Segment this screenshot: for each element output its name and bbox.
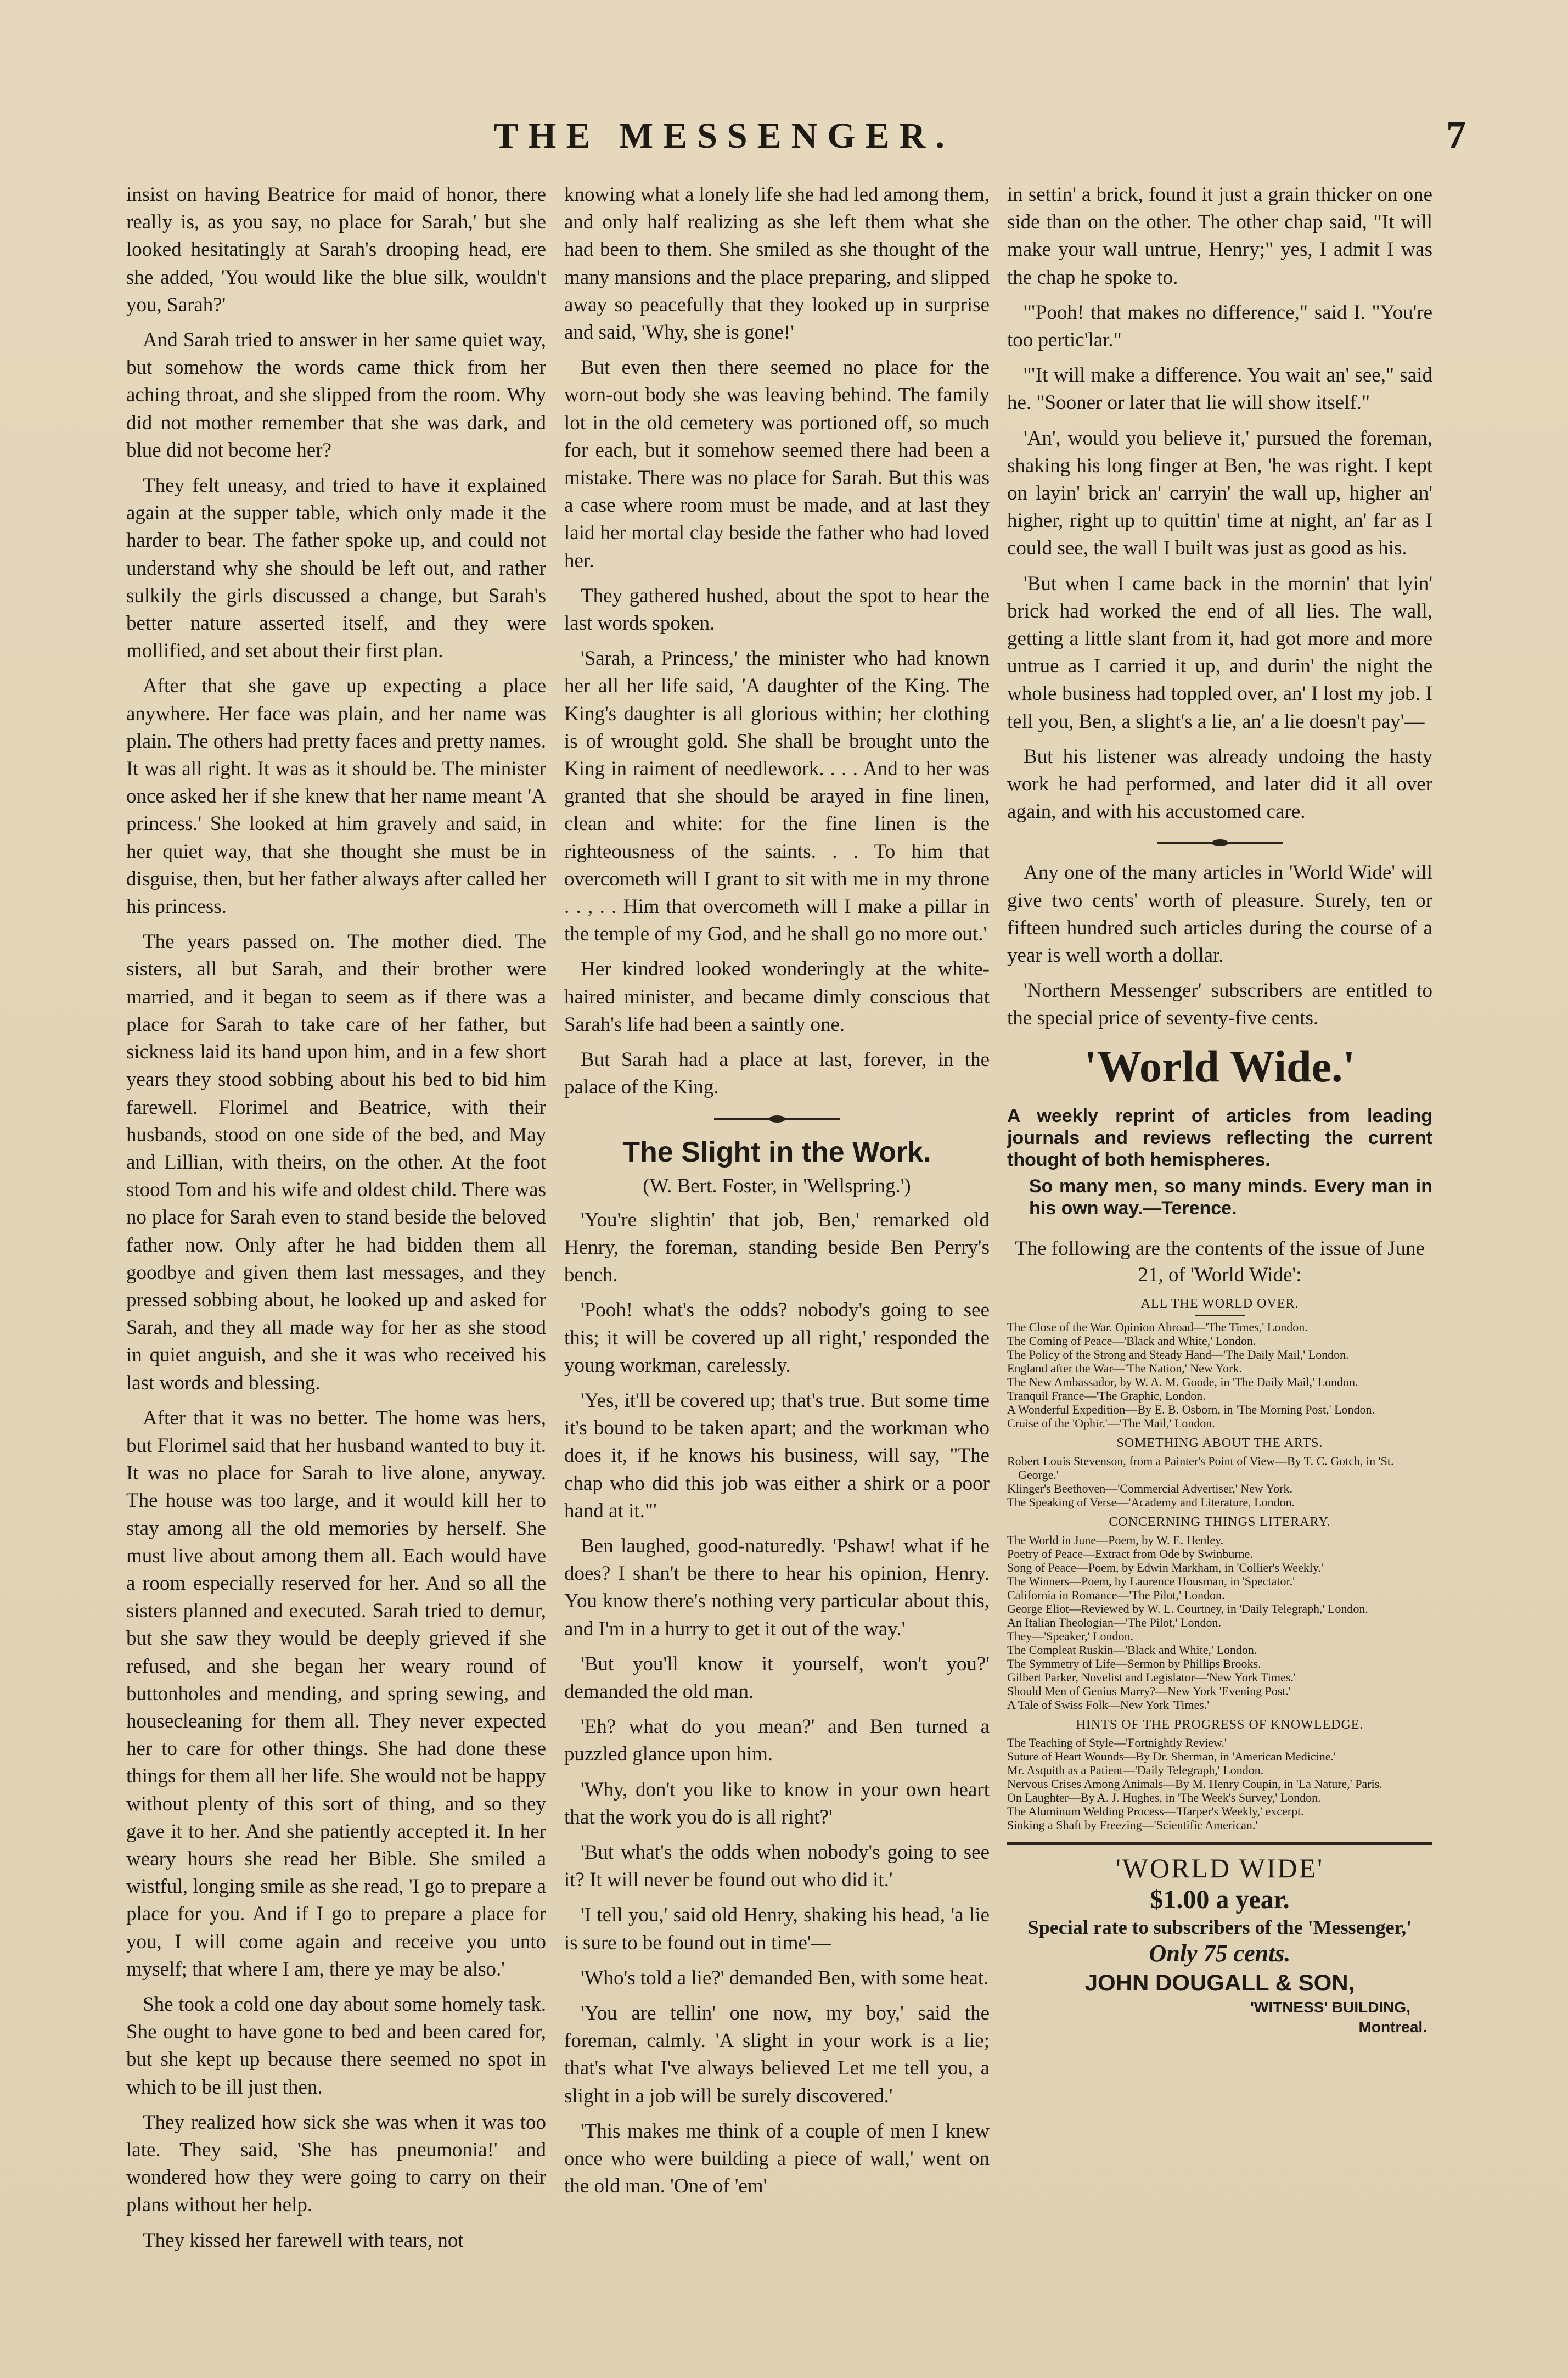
list-item: California in Romance—'The Pilot,' London.	[1007, 1588, 1225, 1602]
contents-section	[1007, 1296, 1432, 1430]
list-item: Gilbert Parker, Novelist and Legislator—'New York Times.'	[1007, 1670, 1296, 1684]
list-item: The Aluminum Welding Process—'Harper's Weekly,' excerpt.	[1007, 1804, 1304, 1818]
paragraph: Ben laughed, good-naturedly. 'Pshaw! what if he does? I shan't be there to hear his opinion, Henry. You know there's nothing very particular about this, and I'm in a hurry to get it out of the way.'	[564, 1534, 990, 1640]
paragraph: 'Eh? what do you mean?' and Ben turned a puzzled glance upon him.	[564, 1715, 990, 1766]
page-number: 7	[1446, 113, 1466, 157]
list-item: The Policy of the Strong and Steady Hand—'The Daily Mail,' London.	[1007, 1347, 1349, 1361]
story-byline: (W. Bert. Foster, in 'Wellspring.')	[643, 1174, 911, 1197]
paragraph: Her kindred looked wonderingly at the white-haired minister, and became dimly conscious that Sarah's life had been a saintly one.	[564, 958, 990, 1036]
contents-list	[1007, 1454, 1432, 1509]
paragraph: 'Why, don't you like to know in your own heart that the work you do is all right?'	[564, 1778, 990, 1829]
list-item: The New Ambassador, by W. A. M. Goode, in 'The Daily Mail,' London.	[1007, 1375, 1358, 1389]
list-item: Cruise of the 'Ophir.'—'The Mail,' London.	[1007, 1416, 1215, 1430]
list-item: Suture of Heart Wounds—By Dr. Sherman, in 'American Medicine.'	[1007, 1749, 1336, 1763]
column-1	[126, 181, 546, 2262]
list-item: Should Men of Genius Marry?—New York 'Evening Post.'	[1007, 1684, 1291, 1698]
list-item: The Coming of Peace—'Black and White,' London.	[1007, 1333, 1256, 1348]
paragraph: They kissed her farewell with tears, not	[143, 2229, 464, 2252]
list-item: Klinger's Beethoven—'Commercial Advertiser,' New York.	[1007, 1481, 1292, 1495]
paragraph: The years passed on. The mother died. The sisters, all but Sarah, and their brother were married, and it began to seem as if there was a place for Sarah to take care of her father, but sickness laid its hand upon him, and in a few short years they stood sobbing about his bed to bid him farewell. Florimel and Beatrice, with their husbands, stood on one side of the bed, and May and Lillian, with theirs, on the other. At the foot stood Tom and his wife and oldest child. There was no place for Sarah even to stand beside the beloved father now. Only after he had bidden them all goodbye and given them last messages, and they pressed sobbing about, he looked up and asked for Sarah, and they all made way for her as she stood in quiet anguish, and she it was who received his last words and blessing.	[126, 930, 546, 1394]
box-special-rate: Special rate to subscribers of the 'Messenger,'	[1027, 1916, 1412, 1938]
list-item: The Speaking of Verse—'Academy and Literature, London.	[1007, 1495, 1295, 1509]
paragraph: 'An', would you believe it,' pursued the foreman, shaking his long finger at Ben, 'he was right. I kept on layin' brick an' carryin' the wall up, higher an' higher, right up to quittin' time at night, an' far as I could see, the wall I built was just as good as his.	[1007, 427, 1432, 560]
paragraph: 'Pooh! what's the odds? nobody's going to see this; it will be covered up all right,' responded the young workman, carelessly.	[564, 1299, 990, 1377]
list-item: They—'Speaker,' London.	[1007, 1629, 1134, 1643]
paragraph: And Sarah tried to answer in her same quiet way, but somehow the words came thick from her aching throat, and she slipped from the room. Why did not mother remember that she was dark, and blue did not become her?	[126, 329, 546, 462]
contents-list	[1007, 1533, 1432, 1712]
contents-list	[1007, 1320, 1432, 1430]
paragraph: But his listener was already undoing the hasty work he had performed, and later did it all over again, and with his accustomed care.	[1007, 745, 1432, 823]
list-item: Tranquil France—'The Graphic, London.	[1007, 1388, 1206, 1403]
list-item: Robert Louis Stevenson, from a Painter's Point of View—By T. C. Gotch, in 'St. George.'	[1007, 1454, 1394, 1482]
paragraph: '"Pooh! that makes no difference," said I. "You're too pertic'lar."	[1007, 301, 1432, 352]
paragraph: They realized how sick she was when it was too late. They said, 'She has pneumonia!' and wondered how they were going to carry on their plans without her help.	[126, 2111, 546, 2217]
section-divider	[714, 1118, 840, 1120]
list-item: On Laughter—By A. J. Hughes, in 'The Week's Survey,' London.	[1007, 1790, 1321, 1804]
list-item: Nervous Crises Among Animals—By M. Henry Coupin, in 'La Nature,' Paris.	[1007, 1776, 1382, 1791]
list-item: A Tale of Swiss Folk—New York 'Times.'	[1007, 1697, 1210, 1712]
masthead: THE MESSENGER.	[494, 116, 954, 156]
contents-section	[1007, 1515, 1432, 1712]
paragraph: After that she gave up expecting a place anywhere. Her face was plain, and her name was plain. The others had pretty faces and pretty names. It was all right. It was as it should be. The minister once asked her if she knew that her name meant 'A princess.' She looked at him gravely and said, in her quiet way, that she thought she must be in disguise, then, but her father always after called her his princess.	[126, 675, 546, 918]
paragraph: After that it was no better. The home was hers, but Florimel said that her husband wanted to buy it. It was no place for Sarah to live alone, anyway. The house was too large, and it would kill her to stay among all the old memories by herself. She must live about among them all. Each would have a room especially reserved for her. And so all the sisters planned and executed. Sarah tried to demur, but she saw they would be deeply grieved if she refused, and she began her weary round of buttonholes and mending, and spring sewing, and housecleaning for them all. They never expected her to care for other things. She had done these things for them all her life. She would not be happy without plenty of this sort of thing, and so they gave it to her. And she patiently accepted it. In her weary hours she read her Bible. She smiled a wistful, longing smile as she read, 'I go to prepare a place for you. And if I go to prepare a place for you, I will come again and receive you unto myself; that where I am, there ye may be also.'	[126, 1406, 546, 1981]
paragraph: '"It will make a difference. You wait an' see," said he. "Sooner or later that lie will show itself."	[1007, 364, 1432, 414]
paragraph: But Sarah had a place at last, forever, in the palace of the King.	[564, 1048, 990, 1099]
paragraph: But even then there seemed no place for the worn-out body she was leaving behind. The family lot in the old cemetery was portioned off, so much for each, but it somehow seemed there had been a mistake. There was no place for Sarah. But this was a case where room must be made, and at last they laid her mortal clay beside the father who had loved her.	[564, 356, 990, 572]
paragraph: insist on having Beatrice for maid of honor, there really is, as you say, no place for Sarah,' but she looked hesitatingly at Sarah's drooping head, ere she added, 'You would like the blue silk, wouldn't you, Sarah?'	[126, 183, 546, 316]
section-heading: ALL THE WORLD OVER.	[1140, 1296, 1299, 1311]
column-2	[564, 181, 990, 2208]
list-item: The Teaching of Style—'Fortnightly Review.'	[1007, 1735, 1227, 1749]
paragraph: 'But what's the odds when nobody's going to see it? It will never be found out who did it.'	[564, 1841, 990, 1892]
list-item: An Italian Theologian—'The Pilot,' London.	[1007, 1615, 1222, 1629]
list-item: The Symmetry of Life—Sermon by Phillips Brooks.	[1007, 1656, 1261, 1670]
list-item: Sinking a Shaft by Freezing—'Scientific American.'	[1007, 1818, 1258, 1832]
world-wide-motto: So many men, so many minds. Every man in his own way.—Terence.	[1029, 1175, 1432, 1219]
section-heading: HINTS OF THE PROGRESS OF KNOWLEDGE.	[1076, 1717, 1364, 1732]
box-price: $1.00 a year.	[1150, 1885, 1290, 1914]
paragraph: She took a cold one day about some homely task. She ought to have gone to bed and been cared for, but she kept up because there seemed no spot in which to be ill just then.	[126, 1993, 546, 2099]
paragraph: 'Yes, it'll be covered up; that's true. But some time it's bound to be taken apart; and the workman who does it, if he knows his business, will say, "The chap who did this job was either a shirk or a poor hand at it."'	[564, 1389, 990, 1522]
box-city: Montreal.	[1358, 2018, 1427, 2035]
paragraph: 'But when I came back in the mornin' that lyin' brick had worked the end of all lies. The wall, getting a little slant from it, had got more and more untrue as I carried it up, and durin' the night the whole business had toppled over, an' I lost my job. I tell you, Ben, a slight's a lie, an' a lie doesn't pay'—	[1007, 572, 1432, 733]
contents-list	[1007, 1736, 1432, 1832]
contents-section	[1007, 1717, 1432, 1832]
column-3	[1007, 181, 1432, 2037]
contents-section	[1007, 1435, 1432, 1509]
world-wide-title: 'World Wide.'	[1084, 1041, 1356, 1091]
box-name: 'WORLD WIDE'	[1115, 1852, 1324, 1883]
list-item: The World in June—Poem, by W. E. Henley.	[1007, 1533, 1224, 1547]
paragraph: 'I tell you,' said old Henry, shaking his head, 'a lie is sure to be found out in time'—	[564, 1904, 990, 1954]
world-wide-intro: The following are the contents of the issue of June 21, of 'World Wide':	[1015, 1237, 1425, 1286]
paragraph: They gathered hushed, about the spot to hear the last words spoken.	[564, 584, 990, 635]
paragraph: in settin' a brick, found it just a grain thicker on one side than on the other. The other chap said, "It will make your wall untrue, Henry;" yes, I admit I was the chap he spoke to.	[1007, 183, 1432, 289]
paragraph: 'Sarah, a Princess,' the minister who had known her all her life said, 'A daughter of the King. The King's daughter is all glorious within; her clothing is of wrought gold. She shall be brought unto the King in raiment of needlework. . . . And to her was granted that she should be arayed in fine linen, clean and white: for the fine linen is the righteousness of the saints. . . To him that overcometh will I grant to sit with me in my throne . . , . . Him that overcometh will I make a pillar in the temple of my God, and he shall go no more out.'	[564, 647, 990, 946]
section-divider	[1157, 842, 1283, 844]
paragraph: 'This makes me think of a couple of men I knew once who were building a piece of wall,' went on the old man. 'One of 'em'	[564, 2119, 990, 2198]
box-only-price: Only 75 cents.	[1149, 1939, 1291, 1967]
list-item: Mr. Asquith as a Patient—'Daily Telegraph,' London.	[1007, 1763, 1264, 1777]
list-item: Song of Peace—Poem, by Edwin Markham, in 'Collier's Weekly.'	[1007, 1560, 1323, 1574]
divider	[1195, 1315, 1245, 1316]
list-item: The Compleat Ruskin—'Black and White,' London.	[1007, 1642, 1257, 1657]
subscription-box	[1007, 1842, 1432, 2037]
list-item: The Winners—Poem, by Laurence Housman, in 'Spectator.'	[1007, 1574, 1295, 1588]
paragraph: knowing what a lonely life she had led among them, and only half realizing as she left them what she had been to them. She smiled as she thought of the many mansions and the place preparing, and slipped away so peacefully that they looked up in surprise and said, 'Why, she is gone!'	[564, 183, 990, 344]
section-heading: SOMETHING ABOUT THE ARTS.	[1116, 1435, 1323, 1450]
box-publisher: JOHN DOUGALL & SON,	[1084, 1969, 1355, 1995]
list-item: A Wonderful Expedition—By E. B. Osborn, in 'The Morning Post,' London.	[1007, 1402, 1375, 1416]
box-building: 'WITNESS' BUILDING,	[1250, 1998, 1410, 2016]
section-heading: CONCERNING THINGS LITERARY.	[1109, 1515, 1331, 1529]
world-wide-description: A weekly reprint of articles from leading journals and reviews reflecting the current thought of both hemispheres.	[1007, 1105, 1432, 1170]
paragraph: 'Who's told a lie?' demanded Ben, with some heat.	[581, 1966, 989, 1989]
notice-paragraph: 'Northern Messenger' subscribers are entitled to the special price of seventy-five cents.	[1007, 979, 1432, 1030]
paragraph: They felt uneasy, and tried to have it explained again at the supper table, which only made it the harder to bear. The father spoke up, and could not understand why she should be left out, and rather sulkily the girls discussed a change, but Sarah's better nature asserted itself, and they were mollified, and set about their first plan.	[126, 474, 546, 663]
notice-paragraph: Any one of the many articles in 'World Wide' will give two cents' worth of pleasure. Surely, ten or fifteen hundred such articles during the course of a year is well worth a dollar.	[1007, 861, 1432, 967]
list-item: George Eliot—Reviewed by W. L. Courtney, in 'Daily Telegraph,' London.	[1007, 1601, 1368, 1616]
list-item: Poetry of Peace—Extract from Ode by Swinburne.	[1007, 1546, 1253, 1561]
paragraph: 'You are tellin' one now, my boy,' said the foreman, calmly. 'A slight in your work is a lie; that's what I've always believed Let me tell you, a slight in a job will be surely discovered.'	[564, 2001, 990, 2107]
story-title: The Slight in the Work.	[622, 1136, 931, 1168]
paragraph: 'You're slightin' that job, Ben,' remarked old Henry, the foreman, standing beside Ben Perry's bench.	[564, 1208, 990, 1287]
paragraph: 'But you'll know it yourself, won't you?' demanded the old man.	[564, 1652, 990, 1703]
list-item: England after the War—'The Nation,' New York.	[1007, 1361, 1242, 1375]
list-item: The Close of the War. Opinion Abroad—'The Times,' London.	[1007, 1320, 1308, 1334]
